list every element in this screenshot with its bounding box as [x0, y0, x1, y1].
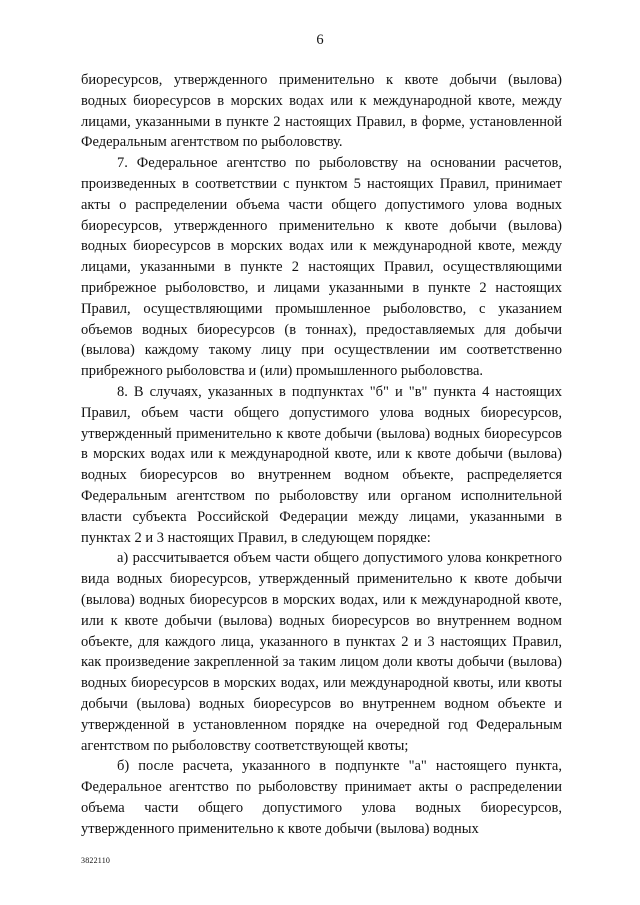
- paragraph-item-8: 8. В случаях, указанных в подпунктах "б" и "в" пункта 4 настоящих Правил, объем части общего допустимого улова водных биоресурсов, утвержденный применительно к квоте добычи (вылова) водных биоресурсов в морских водах или к международной квоте, или к квоте добычи (вылова) водных биоресурсов во внутреннем водном объекте, распределяется Федеральным агентством по рыболовству или органом исполнительной власти субъекта Российской Федерации между лицами, указанными в пунктах 2 и 3 настоящих Правил, в следующем порядке:: [81, 383, 562, 546]
- document-code: 3822110: [81, 856, 111, 865]
- document-body: [81, 70, 562, 839]
- paragraph-continuation: биоресурсов, утвержденного применительно к квоте добычи (вылова) водных биоресурсов в морских водах или к международной квоте, между лицами, указанными в пункте 2 настоящих Правил, в форме, установленной Федеральным агентством по рыболовству.: [81, 72, 562, 151]
- subparagraph-b: б) после расчета, указанного в подпункте "а" настоящего пункта, Федеральное агентство по рыболовству принимает акты о распределении объема части общего допустимого улова водных биоресурсов, утвержденного применительно к квоте добычи (вылова) водных: [81, 758, 562, 837]
- paragraph-item-7: 7. Федеральное агентство по рыболовству на основании расчетов, произведенных в соответствии с пунктом 5 настоящих Правил, принимает акты о распределении объема части общего допустимого улова водных биоресурсов, утвержденного применительно к квоте добычи (вылова) водных биоресурсов в морских водах или к международной квоте, между лицами, указанными в пункте 2 настоящих Правил, осуществляющими прибрежное рыболовство, и лицами указанными в пункте 2 настоящих Правил, осуществляющими промышленное рыболовство, с указанием объемов водных биоресурсов (в тоннах), предоставляемых для добычи (вылова) каждому такому лицу при осуществлении им соответственно прибрежного рыболовства и (или) промышленного рыболовства.: [81, 155, 562, 380]
- subparagraph-a: а) рассчитывается объем части общего допустимого улова конкретного вида водных биоресурсов, утвержденный применительно к квоте добычи (вылова) водных биоресурсов в морских водах, или к международной квоте, или к квоте добычи (вылова) водных биоресурсов во внутреннем водном объекте, для каждого лица, указанного в пунктах 2 и 3 настоящих Правил, как произведение закрепленной за таким лицом доли квоты добычи (вылова) водных биоресурсов в морских водах, или международной квоты, или квоты добычи (вылова) водных биоресурсов во внутреннем водном объекте и утвержденной в установленном порядке на очередной год Федеральным агентством по рыболовству соответствующей квоты;: [81, 550, 562, 754]
- page-number: 6: [316, 32, 324, 48]
